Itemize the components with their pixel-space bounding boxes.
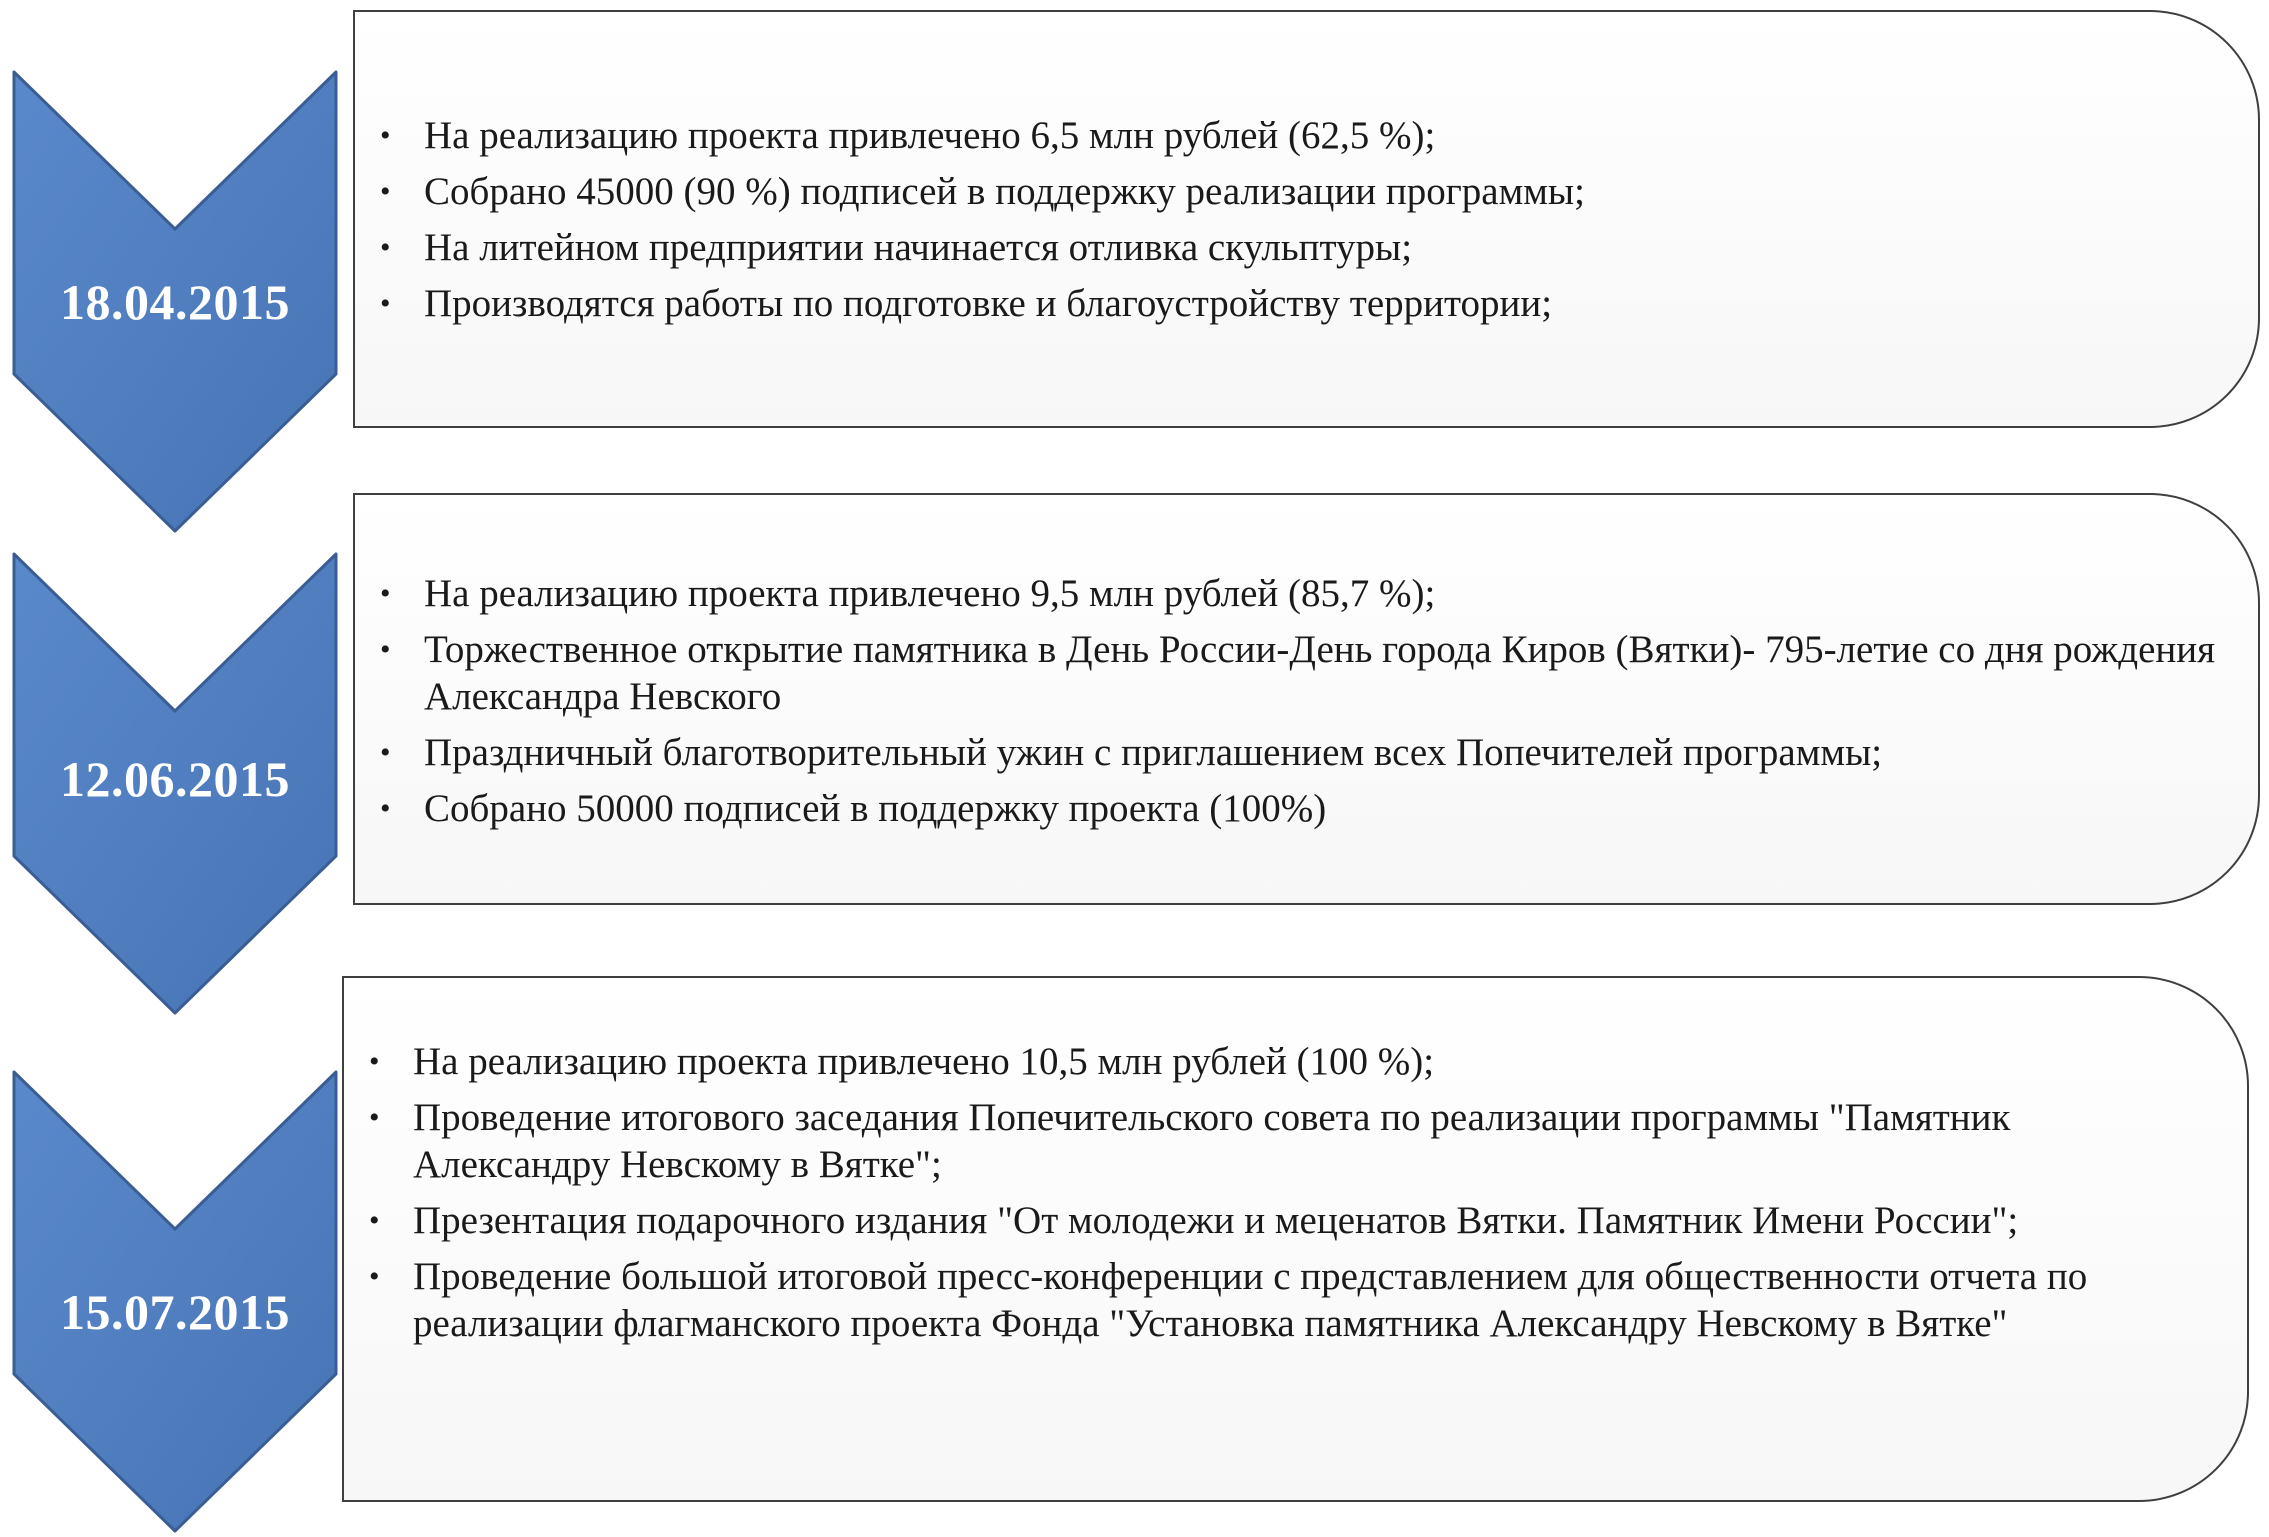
stage-date: 12.06.2015 <box>60 751 290 807</box>
list-item: • Проведение итогового заседания Попечительского совета по реализации программы "Памятник Александру Невскому в Вятке"; <box>369 1094 2214 1188</box>
stage-items-list <box>380 570 2220 841</box>
list-item: • На реализацию проекта привлечено 6,5 млн рублей (62,5 %); <box>380 112 2200 159</box>
list-item: • Собрано 50000 подписей в поддержку проекта (100%) <box>380 785 2220 832</box>
stage-details-box-1 <box>353 10 2260 428</box>
stage-details-box-3 <box>342 976 2249 1502</box>
list-item: • Презентация подарочного издания "От молодежи и меценатов Вятки. Памятник Имени России"; <box>369 1197 2214 1244</box>
list-item: • На литейном предприятии начинается отливка скульптуры; <box>380 224 2200 271</box>
list-item: • На реализацию проекта привлечено 10,5 млн рублей (100 %); <box>369 1038 2214 1085</box>
list-item: • Праздничный благотворительный ужин с приглашением всех Попечителей программы; <box>380 729 2220 776</box>
stage-items-list <box>380 112 2200 336</box>
stage-date: 18.04.2015 <box>60 274 290 330</box>
list-item: • На реализацию проекта привлечено 9,5 млн рублей (85,7 %); <box>380 570 2220 617</box>
list-item: • Проведение большой итоговой пресс-конференции с представлением для общественности отчета по реализации флагманского проекта Фонда "Установка памятника Александру Невскому в Вятке" <box>369 1253 2214 1347</box>
chevron-stage-3 <box>10 1068 340 1531</box>
list-item: • Собрано 45000 (90 %) подписей в поддержку реализации программы; <box>380 168 2200 215</box>
chevron-stage-2 <box>10 550 340 1013</box>
chevron-stage-1 <box>10 68 340 531</box>
stage-details-box-2 <box>353 493 2260 905</box>
stage-date: 15.07.2015 <box>60 1284 290 1340</box>
stage-items-list <box>369 1038 2214 1356</box>
list-item: • Торжественное открытие памятника в День России-День города Киров (Вятки)- 795-летие со дня рождения Александра Невского <box>380 626 2220 720</box>
list-item: • Производятся работы по подготовке и благоустройству территории; <box>380 280 2200 327</box>
